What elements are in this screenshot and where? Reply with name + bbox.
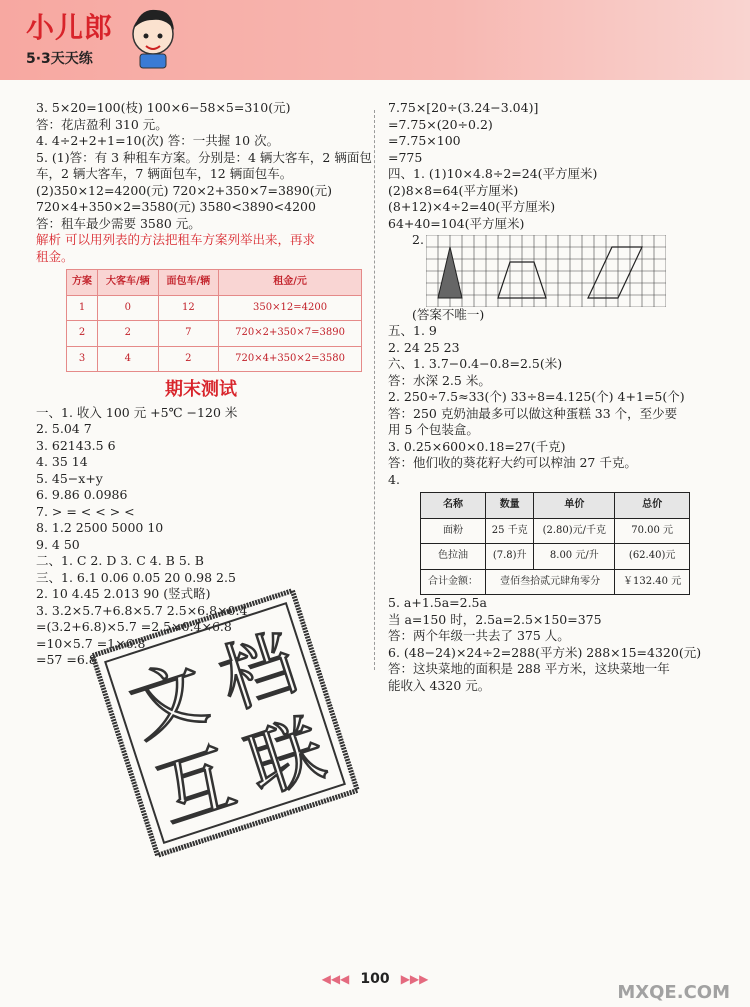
- table-cell: 2: [67, 321, 98, 347]
- left-top-line: 答：租车最少需要 3580 元。: [36, 215, 201, 231]
- right-bottom-line: 5. a+1.5a=2.5a: [388, 595, 487, 610]
- right-mid-answers: [388, 323, 708, 488]
- table-row: [421, 518, 690, 544]
- right-bottom-line: 能收入 4320 元。: [388, 677, 491, 693]
- table-cell: 4: [98, 346, 159, 372]
- right-top-line: =7.75×100: [388, 133, 461, 148]
- final-test-line: 一、1. 收入 100 元 +5℃ −120 米: [36, 404, 238, 420]
- table-header-cell: 大客车/辆: [98, 270, 159, 296]
- table-cell: (2.80)元/千克: [534, 518, 615, 544]
- price-table: [420, 492, 690, 595]
- left-top-line: 车，2 辆大客车，7 辆面包车，12 辆面包车。: [36, 166, 293, 181]
- left-top-line: 租金。: [36, 248, 74, 264]
- final-test-line: =(3.2+6.8)×5.7 =2.5×0.4×6.8: [36, 619, 232, 634]
- right-top-line: (8+12)×4÷2=40(平方厘米): [388, 199, 556, 214]
- right-mid-line: 答：水深 2.5 米。: [388, 372, 491, 388]
- right-mid-line: 2. 24 25 23: [388, 339, 460, 355]
- right-column: [388, 100, 708, 694]
- final-test-line: 3. 62143.5 6: [36, 437, 116, 453]
- left-column: [36, 100, 372, 669]
- right-top-line: 64+40=104(平方厘米): [388, 215, 525, 231]
- prev-arrows: ◀◀◀: [321, 972, 350, 986]
- table-cell: 350×12=4200: [219, 295, 362, 321]
- table-cell: (62.40)元: [615, 544, 690, 570]
- page-number: 100: [360, 971, 390, 987]
- table-header-cell: 面包车/辆: [158, 270, 219, 296]
- final-test-line: =57 =6.8: [36, 652, 97, 667]
- final-test-line: 2. 10 4.45 2.013 90 (竖式略): [36, 586, 211, 601]
- table-row: [421, 544, 690, 570]
- section-title: 期末测试: [165, 379, 237, 400]
- left-top-line: 答：花店盈利 310 元。: [36, 116, 168, 132]
- left-top-line: 5. (1)答：有 3 种租车方案。分别是：4 辆大客车，2 辆面包: [36, 149, 372, 165]
- final-test-line: 8. 1.2 2500 5000 10: [36, 520, 164, 535]
- table-row: [67, 321, 362, 347]
- answer-note: (答案不唯一): [412, 306, 485, 322]
- left-top-line: (2)350×12=4200(元) 720×2+350×7=3890(元): [36, 182, 333, 198]
- table-header-cell: 数量: [486, 493, 534, 519]
- total-label: 合计金额：: [421, 569, 486, 595]
- final-test-line: 5. 45−x+y: [36, 470, 103, 486]
- right-bottom-line: 答：两个年级一共去了 375 人。: [388, 628, 570, 643]
- table-cell: 3: [67, 346, 98, 372]
- right-mid-line: 用 5 个包装盒。: [388, 422, 479, 437]
- final-test-line: 2. 5.04 7: [36, 421, 92, 436]
- right-mid-line: 4.: [388, 471, 400, 487]
- table-cell: 12: [158, 295, 219, 321]
- right-mid-line: 五、1. 9: [388, 323, 437, 338]
- stamp-char-2: 档: [209, 620, 307, 725]
- table-cell: 0: [98, 295, 159, 321]
- stamp-char-3: 互: [147, 734, 245, 840]
- table-cell: 1: [67, 295, 98, 321]
- grid-drawing: [426, 235, 666, 307]
- table-cell: 720×4+350×2=3580: [219, 346, 362, 372]
- mascot-icon: [126, 4, 180, 70]
- right-top-line: 7.75×[20÷(3.24−3.04)]: [388, 100, 539, 115]
- right-top-line: (2)8×8=64(平方厘米): [388, 182, 519, 198]
- header-band: [0, 0, 750, 80]
- stamp-char-1: 文: [120, 649, 218, 754]
- right-mid-line: 3. 0.25×600×0.18=27(千克): [388, 438, 566, 454]
- table-cell: 720×2+350×7=3890: [219, 321, 362, 347]
- final-test-line: 二、1. C 2. D 3. C 4. B 5. B: [36, 553, 204, 568]
- left-top-line: 解析 可以用列表的方法把租车方案列举出来，再求: [36, 232, 315, 247]
- brand-title: 小儿郎: [26, 11, 114, 44]
- stamp-char-4: 联: [237, 705, 335, 811]
- table-cell: 70.00 元: [615, 518, 690, 544]
- final-test-line: 6. 9.86 0.0986: [36, 487, 128, 502]
- brand-subtitle: 5·3天天练: [26, 51, 93, 67]
- table-header-cell: 方案: [67, 270, 98, 296]
- right-bottom-answers: [388, 595, 708, 694]
- table-cell: 2: [158, 346, 219, 372]
- final-test-line: 9. 4 50: [36, 536, 80, 552]
- table-header-cell: 单价: [534, 493, 615, 519]
- table-cell: 面粉: [421, 518, 486, 544]
- left-top-line: 4. 4÷2+2+1=10(次) 答：一共握 10 次。: [36, 133, 280, 148]
- table-cell: 25 千克: [486, 518, 534, 544]
- table-cell: 8.00 元/升: [534, 544, 615, 570]
- final-test-line: 7. > = < < > <: [36, 503, 135, 519]
- table-header-cell: 名称: [421, 493, 486, 519]
- brand-logo: [6, 4, 156, 70]
- table-cell: 7: [158, 321, 219, 347]
- right-bottom-line: 6. (48−24)×24÷2=288(平方米) 288×15=4320(元): [388, 644, 702, 660]
- right-top-answers: [388, 100, 708, 232]
- total-value: ￥132.40 元: [615, 569, 690, 595]
- table-cell: 色拉油: [421, 544, 486, 570]
- watermark: MXQE.COM: [617, 982, 730, 1003]
- final-test-line: 3. 3.2×5.7+6.8×5.7 2.5×6.8×0.4: [36, 602, 248, 618]
- right-top-line: =7.75×(20÷0.2): [388, 116, 493, 132]
- table-header-cell: 租金/元: [219, 270, 362, 296]
- right-mid-line: 答：250 克奶油最多可以做这种蛋糕 33 个，至少要: [388, 405, 678, 421]
- right-top-line: =775: [388, 149, 423, 165]
- rental-plan-table: [66, 269, 362, 372]
- right-top-line: 四、1. (1)10×4.8÷2=24(平方厘米): [388, 166, 598, 181]
- left-top-answers: [36, 100, 372, 265]
- table-row: [67, 295, 362, 321]
- shape-grid: [426, 235, 666, 307]
- right-mid-line: 2. 250÷7.5≈33(个) 33÷8=4.125(个) 4+1=5(个): [388, 389, 685, 404]
- table-header-cell: 总价: [615, 493, 690, 519]
- right-mid-line: 答：他们收的葵花籽大约可以榨油 27 千克。: [388, 455, 637, 470]
- right-bottom-line: 答：这块菜地的面积是 288 平方米，这块菜地一年: [388, 661, 670, 676]
- table-row: [67, 346, 362, 372]
- left-top-line: 3. 5×20=100(枝) 100×6−58×5=310(元): [36, 100, 291, 115]
- item-2-label: 2.: [412, 232, 424, 247]
- right-bottom-line: 当 a=150 时，2.5a=2.5×150=375: [388, 611, 602, 627]
- table-cell: (7.8)升: [486, 544, 534, 570]
- table-cell: 2: [98, 321, 159, 347]
- final-test-line: 4. 35 14: [36, 454, 88, 469]
- final-test-line: =10×5.7 =1×6.8: [36, 635, 146, 651]
- parallelogram-shape: [588, 247, 642, 298]
- right-mid-line: 六、1. 3.7−0.4−0.8=2.5(米): [388, 356, 563, 371]
- next-arrows: ▶▶▶: [400, 972, 429, 986]
- column-divider: [374, 110, 376, 670]
- triangle-shape: [438, 247, 462, 298]
- final-test-line: 三、1. 6.1 0.06 0.05 20 0.98 2.5: [36, 569, 236, 585]
- total-words: 壹佰叁拾贰元肆角零分: [486, 569, 615, 595]
- left-top-line: 720×4+350×2=3580(元) 3580<3890<4200: [36, 199, 316, 214]
